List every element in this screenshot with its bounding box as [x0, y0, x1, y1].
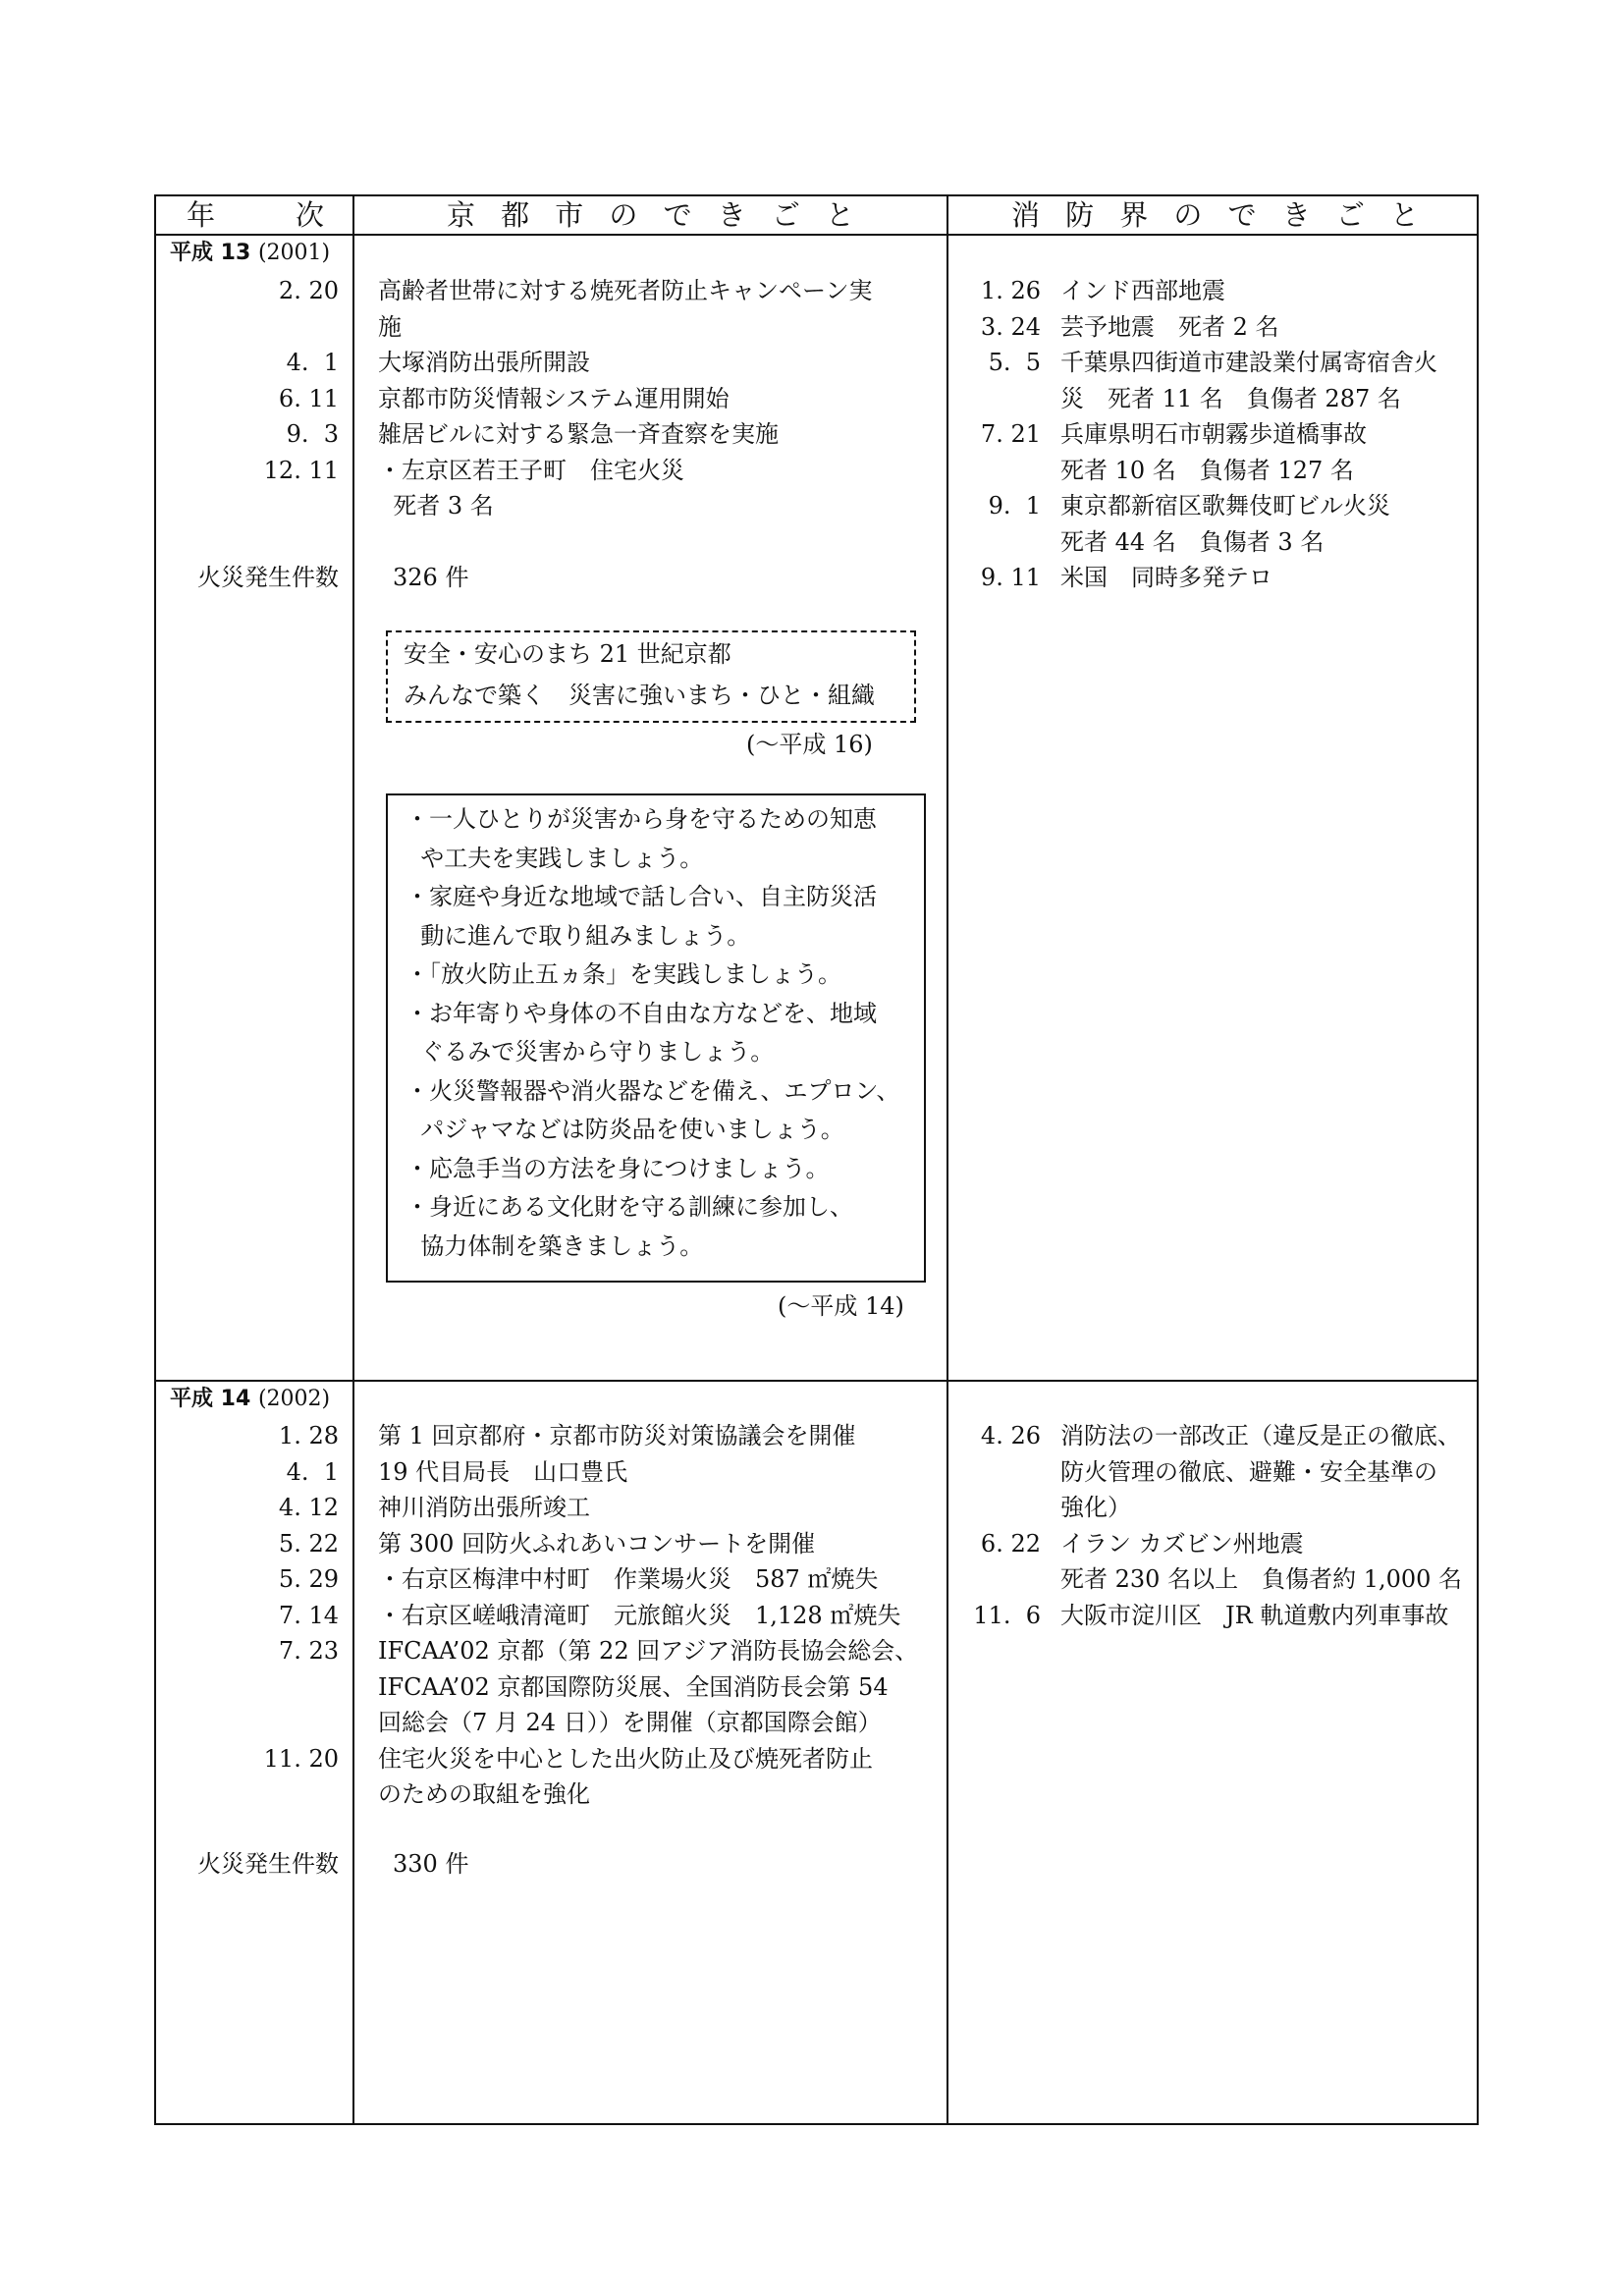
event-date: 9. 3: [286, 420, 339, 448]
event-text: 施: [378, 312, 402, 341]
slogan-until: (～平成 16): [746, 731, 873, 758]
event-date: 4. 26: [980, 1422, 1041, 1449]
event-text: 京都市防災情報システム運用開始: [378, 384, 730, 412]
event-text: 雑居ビルに対する緊急一斉査察を実施: [378, 420, 779, 448]
event-text: ・右京区梅津中村町 作業場火災 587 ㎡焼失: [378, 1565, 879, 1593]
event-text: 回総会（7 月 24 日））を開催（京都国際会館）: [378, 1709, 882, 1736]
event-text: 住宅火災を中心とした出火防止及び焼死者防止: [378, 1744, 873, 1773]
event-text: インド西部地震: [1060, 277, 1225, 304]
event-text: 強化）: [1060, 1494, 1131, 1521]
event-date: 3. 24: [980, 312, 1041, 341]
header-char: ご: [1335, 198, 1365, 232]
header-char: き: [1281, 198, 1311, 232]
event-text: 19 代目局長 山口豊氏: [378, 1457, 628, 1486]
event-text: 第 300 回防火ふれあいコンサートを開催: [378, 1529, 816, 1558]
event-text: 神川消防出張所竣工: [378, 1494, 590, 1521]
header-year-column: [187, 196, 324, 234]
header-char: の: [1173, 198, 1203, 232]
header-char: 年: [187, 198, 216, 232]
guidelines-box: [386, 793, 926, 1283]
event-date: 4. 1: [286, 1457, 339, 1486]
event-date: 7. 23: [278, 1637, 339, 1665]
event-date: 2. 20: [278, 277, 339, 304]
event-text: 死者 3 名: [378, 492, 494, 519]
event-date: 11. 6: [973, 1601, 1041, 1629]
slogan-line: みんなで築く 災害に強いまち・ひと・組織: [404, 682, 875, 709]
event-date: 5. 29: [278, 1565, 339, 1593]
header-char: き: [717, 198, 746, 232]
event-date: 1. 28: [278, 1422, 339, 1449]
guideline-line: ・家庭や身近な地域で話し合い、自主防災活: [406, 883, 877, 910]
event-text: 防火管理の徹底、避難・安全基準の: [1060, 1457, 1437, 1486]
event-text: 千葉県四街道市建設業付属寄宿舎火: [1060, 349, 1437, 376]
event-text: 東京都新宿区歌舞伎町ビル火災: [1060, 492, 1390, 519]
header-char: 次: [295, 198, 324, 232]
fire-count-value: 330 件: [393, 1850, 469, 1878]
event-date: 7. 21: [980, 420, 1041, 448]
slogan-box: [386, 630, 916, 723]
header-char: で: [1227, 198, 1257, 232]
section-year-heading: 平成 14 (2002): [170, 1387, 331, 1411]
event-date: 1. 26: [980, 277, 1041, 304]
event-text: 米国 同時多発テロ: [1060, 564, 1272, 591]
guideline-line: 協力体制を築きましょう。: [406, 1231, 704, 1260]
header-char: 京: [447, 198, 476, 232]
event-date: 5. 5: [988, 349, 1041, 376]
event-text: 大塚消防出張所開設: [378, 349, 590, 376]
header-char: で: [663, 198, 692, 232]
event-text: IFCAA’02 京都国際防災展、全国消防長会第 54: [378, 1672, 889, 1701]
event-date: 4. 12: [278, 1494, 339, 1521]
section-divider: [154, 1380, 1479, 1382]
header-char: と: [1389, 198, 1419, 232]
header-char: 防: [1065, 198, 1095, 232]
event-text: のための取組を強化: [378, 1780, 590, 1808]
fire-count-value: 326 件: [393, 564, 469, 591]
fire-count-label: 火災発生件数: [197, 564, 339, 591]
event-text: イラン カズビン州地震: [1060, 1529, 1304, 1558]
event-date: 9. 11: [980, 564, 1041, 591]
event-text: 第 1 回京都府・京都市防災対策協議会を開催: [378, 1422, 856, 1449]
guideline-line: ・身近にある文化財を守る訓練に参加し、: [406, 1193, 853, 1221]
header-char: 界: [1119, 198, 1149, 232]
event-date: 7. 14: [278, 1601, 339, 1629]
column-divider-year: [352, 194, 354, 2125]
guideline-line: ・「放火防止五ヵ条」を実践しましょう。: [406, 960, 841, 988]
event-text: 芸予地震 死者 2 名: [1060, 312, 1279, 341]
event-text: 災 死者 11 名 負傷者 287 名: [1060, 384, 1401, 412]
slogan-line: 安全・安心のまち 21 世紀京都: [404, 640, 731, 668]
guidelines-until: (～平成 14): [778, 1292, 904, 1320]
header-char: 市: [555, 198, 584, 232]
event-text: ・左京区若王子町 住宅火災: [378, 456, 684, 484]
guideline-line: ・一人ひとりが災害から身を守るための知恵: [406, 805, 877, 833]
guideline-line: 動に進んで取り組みましょう。: [406, 921, 751, 950]
event-date: 5. 22: [278, 1529, 339, 1558]
header-char: 都: [501, 198, 530, 232]
event-date: 12. 11: [263, 456, 339, 484]
event-date: 11. 20: [263, 1744, 339, 1773]
event-date: 9. 1: [988, 492, 1041, 519]
fire-count-label: 火災発生件数: [197, 1850, 339, 1878]
header-char: と: [825, 198, 854, 232]
guideline-line: ・火災警報器や消火器などを備え、エプロン、: [406, 1076, 900, 1105]
event-date: 4. 1: [286, 349, 339, 376]
event-text: 消防法の一部改正（違反是正の徹底、: [1060, 1422, 1461, 1449]
section-year-heading: 平成 13 (2001): [170, 241, 331, 265]
event-text: IFCAA’02 京都（第 22 回アジア消防長協会総会、: [378, 1637, 919, 1665]
guideline-line: や工夫を実践しましょう。: [406, 844, 704, 872]
event-text: 死者 230 名以上 負傷者約 1,000 名: [1060, 1565, 1463, 1593]
event-date: 6. 11: [278, 384, 339, 412]
event-text: 死者 44 名 負傷者 3 名: [1060, 527, 1325, 556]
header-divider: [154, 234, 1479, 236]
guideline-line: ・お年寄りや身体の不自由な方などを、地域: [406, 999, 877, 1027]
guideline-line: ・応急手当の方法を身につけましょう。: [406, 1154, 830, 1182]
event-text: 兵庫県明石市朝霧歩道橋事故: [1060, 420, 1367, 448]
event-text: ・右京区嵯峨清滝町 元旅館火災 1,128 ㎡焼失: [378, 1601, 901, 1629]
guideline-line: パジャマなどは防炎品を使いましょう。: [406, 1116, 844, 1143]
header-char: ご: [771, 198, 800, 232]
header-kyoto-events-column: [447, 196, 854, 234]
event-text: 死者 10 名 負傷者 127 名: [1060, 456, 1354, 484]
header-fire-events-column: [1011, 196, 1419, 234]
column-divider-fire: [947, 194, 948, 2125]
header-char: 消: [1011, 198, 1041, 232]
header-char: の: [609, 198, 638, 232]
event-text: 大阪市淀川区 JR 軌道敷内列車事故: [1060, 1601, 1449, 1629]
guideline-line: ぐるみで災害から守りましょう。: [406, 1038, 775, 1066]
event-text: 高齢者世帯に対する焼死者防止キャンペーン実: [378, 277, 873, 304]
event-date: 6. 22: [980, 1529, 1041, 1558]
